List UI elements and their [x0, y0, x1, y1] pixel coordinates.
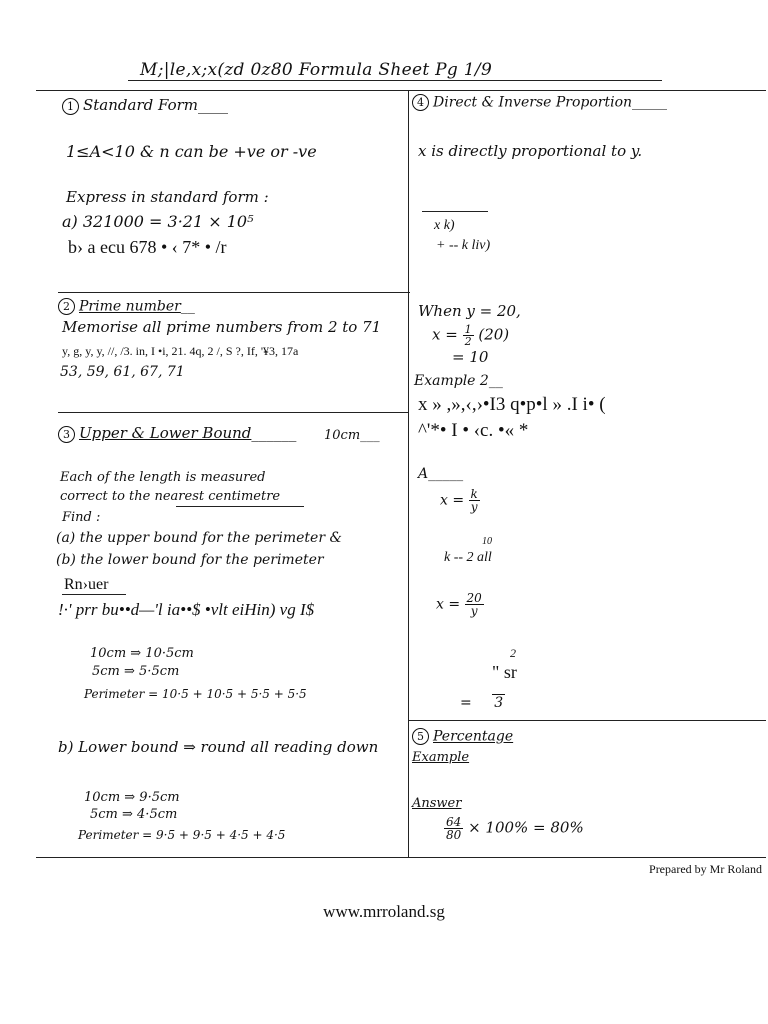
section3-number: 3	[58, 426, 75, 443]
section4-statement: x is directly proportional to y.	[418, 142, 643, 160]
section2-primes-end: 53, 59, 61, 67, 71	[60, 364, 185, 380]
section4-example2: Example 2__	[414, 373, 503, 389]
section4-sr-ocr: " sr	[492, 662, 517, 682]
section4-a-label: A_____	[418, 466, 464, 482]
section3-find-a: (a) the upper bound for the perimeter &	[56, 530, 342, 546]
header-underline	[128, 80, 662, 81]
section4-when: When y = 20,	[418, 302, 521, 320]
section2-primes-ocr: y, g, y, y, //, /3. in, I •i, 21. 4q, 2 /, S ?, If, '¥3, 17a	[62, 344, 299, 358]
upper-line-1: 10cm ⇒ 10·5cm	[90, 646, 194, 661]
section3-find-b: (b) the lower bound for the perimeter	[56, 552, 324, 568]
section5-answer: Answer	[412, 796, 462, 811]
top-rule	[36, 90, 766, 91]
upper-line-3: Perimeter = 10·5 + 10·5 + 5·5 + 5·5	[84, 687, 307, 701]
section1-bottom-rule	[58, 292, 410, 293]
section3-desc1: Each of the length is measured	[60, 470, 266, 485]
section1-example-b: b› a ecu 678 • ‹ 7* • /r	[68, 237, 227, 257]
section1-condition: 1≤A<10 & n can be +ve or -ve	[66, 142, 317, 161]
twenty-over-y-fraction: $\frac{20}{y}$	[466, 591, 482, 618]
section4-k-ocr-small: 10	[482, 536, 492, 547]
section4-eq-ocr-2: + -- k liv)	[436, 238, 491, 253]
section3-side-label: 10cm___	[324, 428, 380, 443]
section2-bottom-rule	[58, 412, 408, 413]
section4-bottom-rule	[408, 720, 766, 721]
section1-example-a: a) 321000 = 3·21 × 10⁵	[62, 212, 254, 231]
section3-answer-ocr: !·' prr bu••d—'l ia••$ •vlt eiHin) vg I$	[58, 600, 315, 619]
section2-number: 2	[58, 298, 75, 315]
section4-eq-ocr-1: x k)	[434, 218, 455, 233]
k-over-y-fraction: $\frac{k}{y}$	[470, 487, 478, 514]
section4-ex2-ocr-2: ^'*• I • ‹c. •« *	[418, 420, 529, 441]
section2-memorise: Memorise all prime numbers from 2 to 71	[62, 318, 382, 336]
section3-desc2: correct to the nearest centimetre	[60, 489, 281, 504]
section1-number: 1	[62, 98, 79, 115]
section4-calc1: x = $\frac{1}{2}$ (20)	[432, 323, 510, 348]
column-divider	[408, 90, 409, 858]
lower-line-2: 5cm ⇒ 4·5cm	[90, 807, 178, 822]
lower-line-1: 10cm ⇒ 9·5cm	[84, 790, 180, 805]
bottom-rule	[36, 857, 766, 858]
section4-k-eq: x = $\frac{k}{y}$	[440, 487, 478, 514]
page-title: M;|le,x;x(zd 0z80 Formula Sheet Pg 1/9	[140, 60, 493, 80]
section3-answer-label: Rn›uer	[64, 576, 109, 593]
section3-find: Find :	[62, 510, 101, 525]
upper-line-2: 5cm ⇒ 5·5cm	[92, 664, 180, 679]
section5-title: 5 Percentage	[412, 728, 513, 745]
website-link[interactable]: www.mrroland.sg	[323, 902, 445, 921]
section3-title: 3 Upper & Lower Bound______	[58, 424, 296, 443]
lower-line-3: Perimeter = 9·5 + 9·5 + 4·5 + 4·5	[78, 828, 286, 842]
section4-calc2: = 10	[452, 348, 489, 366]
section5-calculation: $\frac{64}{80}$ × 100% = 80%	[446, 815, 584, 842]
section4-number: 4	[412, 94, 429, 111]
half-fraction: $\frac{1}{2}$	[464, 323, 472, 348]
section1-express-heading: Express in standard form :	[66, 188, 269, 206]
section5-number: 5	[412, 728, 429, 745]
section5-example: Example	[412, 750, 470, 765]
section4-k-ocr: k -- 2 all	[444, 550, 492, 565]
lower-heading: b) Lower bound ⇒ round all reading down	[58, 738, 379, 756]
prepared-by: Prepared by Mr Roland	[649, 862, 762, 876]
section4-title: 4 Direct & Inverse Proportion_____	[412, 94, 667, 111]
section4-x-eq: x = $\frac{20}{y}$	[436, 591, 482, 618]
nearest-underline	[176, 506, 304, 507]
percent-fraction: $\frac{64}{80}$	[446, 815, 462, 842]
section4-blank-line	[422, 211, 488, 212]
answer-underline	[62, 594, 126, 595]
section4-final: = 3	[460, 695, 504, 711]
section4-ex2-ocr-1: x » ,»,‹,›•I3 q•p•l » .I i• (	[418, 394, 606, 415]
section2-title: 2 Prime number__	[58, 298, 195, 315]
section4-sr-sup: 2	[510, 646, 516, 660]
section1-title: 1 Standard Form____	[62, 96, 228, 115]
